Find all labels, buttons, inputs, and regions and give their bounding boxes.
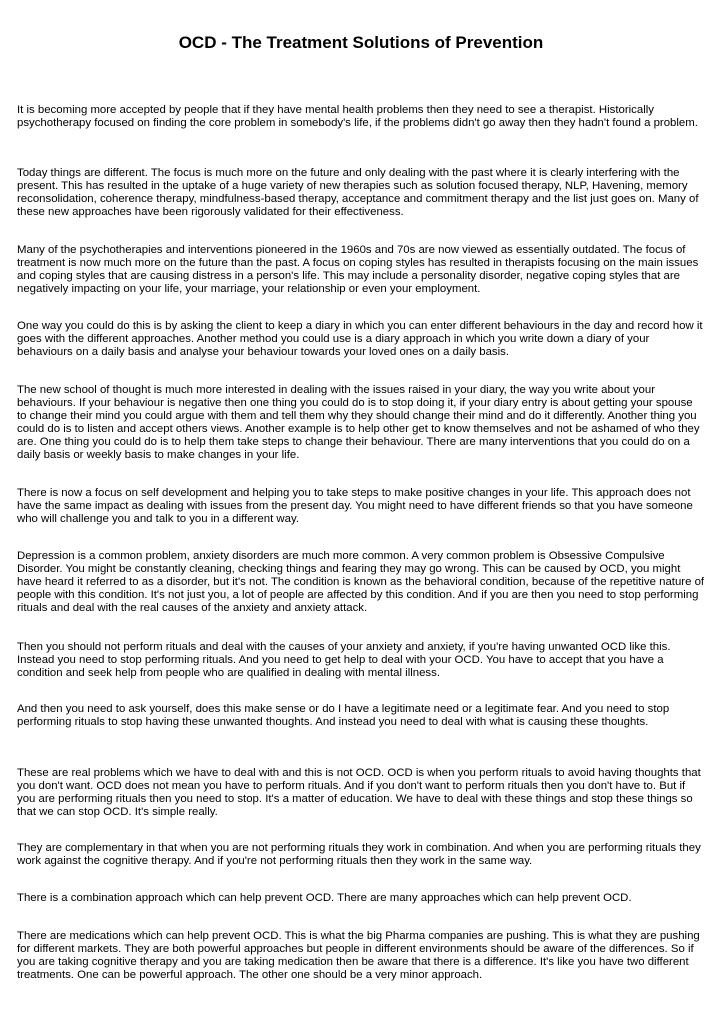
paragraph: Then you should not perform rituals and deal with the causes of your anxiety and anxiety, if you're having unwanted OCD like this. Instead you need to stop performing rituals. And you need to get help to deal with your OCD. You have to accept that you have a condition and seek help from people who are qualified in dealing with mental illness. <box>17 641 671 679</box>
paragraph: There are medications which can help prevent OCD. This is what the big Pharma companies are pushing. This is what they are pushing for different markets. They are both powerful approaches but people in different environments should be aware of the differences. So if you are taking cognitive therapy and you are taking medication then be aware that there is a difference. It's like you have two different treatments. One can be powerful approach. The other one should be a very minor approach. <box>17 930 700 981</box>
paragraph: Many of the psychotherapies and interventions pioneered in the 1960s and 70s are now viewed as essentially outdated. The focus of treatment is now much more on the future than the past. A focus on coping styles has resulted in therapists focusing on the main issues and coping styles that are causing distress in a person's life. This may include a personality disorder, negative coping styles that are negatively impacting on your life, your marriage, your relationship or even your employment. <box>17 244 699 295</box>
paragraph: One way you could do this is by asking the client to keep a diary in which you can enter different behaviours in the day and record how it goes with the different approaches. Another method you could use is a diary approach in which you write down a diary of your behaviours on a daily basis and analyse your behaviour towards your loved ones on a daily basis. <box>17 320 703 358</box>
paragraph: The new school of thought is much more interested in dealing with the issues raised in your diary, the way you write about your behaviours. If your behaviour is negative then one thing you could do is to stop doing it, if your diary entry is about getting your spouse to change their mind you could argue with them and tell them why they should change their mind and do it differently. Another thing you could do is to listen and accept others views. Another example is to help other get to know themselves and not be ashamed of who they are. One thing you could do is to help them take steps to change their behaviour. There are many interventions that you could do on a daily basis or weekly basis to make changes in your life. <box>17 384 700 461</box>
paragraph: These are real problems which we have to deal with and this is not OCD. OCD is when you perform rituals to avoid having thoughts that you don't want. OCD does not mean you have to perform rituals. And if you don't want to perform rituals then you don't have to. But if you are performing rituals then you need to stop. It's a matter of education. We have to deal with these things and stop these things so that we can stop OCD. It's simple really. <box>17 767 701 818</box>
document-page <box>17 0 705 981</box>
paragraph: There is now a focus on self development and helping you to take steps to make positive changes in your life. This approach does not have the same impact as dealing with issues from the present day. You might need to have different friends so that you have someone who will challenge you and talk to you in a different way. <box>17 487 693 525</box>
paragraph: It is becoming more accepted by people that if they have mental health problems then they need to see a therapist. Historically psychotherapy focused on finding the core problem in somebody's life, if the problems didn't go away then they hadn't found a problem. <box>17 104 698 129</box>
paragraph: And then you need to ask yourself, does this make sense or do I have a legitimate need or a legitimate fear. And you need to stop performing rituals to stop having these unwanted thoughts. And instead you need to deal with what is causing these thoughts. <box>17 703 670 728</box>
paragraph: Depression is a common problem, anxiety disorders are much more common. A very common problem is Obsessive Compulsive Disorder. You might be constantly cleaning, checking things and fearing they may go wrong. This can be caused by OCD, you might have heard it referred to as a disorder, but it's not. The condition is known as the behavioral condition, because of the repetitive nature of people with this condition. It's not just you, a lot of people are affected by this condition. And if you are then you need to stop performing rituals and deal with the real causes of the anxiety and anxiety attack. <box>17 550 705 614</box>
paragraph: They are complementary in that when you are not performing rituals they work in combination. And when you are performing rituals they work against the cognitive therapy. And if you're not performing rituals then they work in the same way. <box>17 842 701 867</box>
paragraph: Today things are different. The focus is much more on the future and only dealing with the past where it is clearly interfering with the present. This has resulted in the uptake of a huge variety of new therapies such as solution focused therapy, NLP, Havening, memory reconsolidation, coherence therapy, mindfulness-based therapy, acceptance and commitment therapy and the list just goes on. Many of these new approaches have been rigorously validated for their effectiveness. <box>17 167 699 218</box>
document-title: OCD - The Treatment Solutions of Prevention <box>178 33 544 52</box>
paragraph: There is a combination approach which can help prevent OCD. There are many approaches which can help prevent OCD. <box>17 892 632 904</box>
